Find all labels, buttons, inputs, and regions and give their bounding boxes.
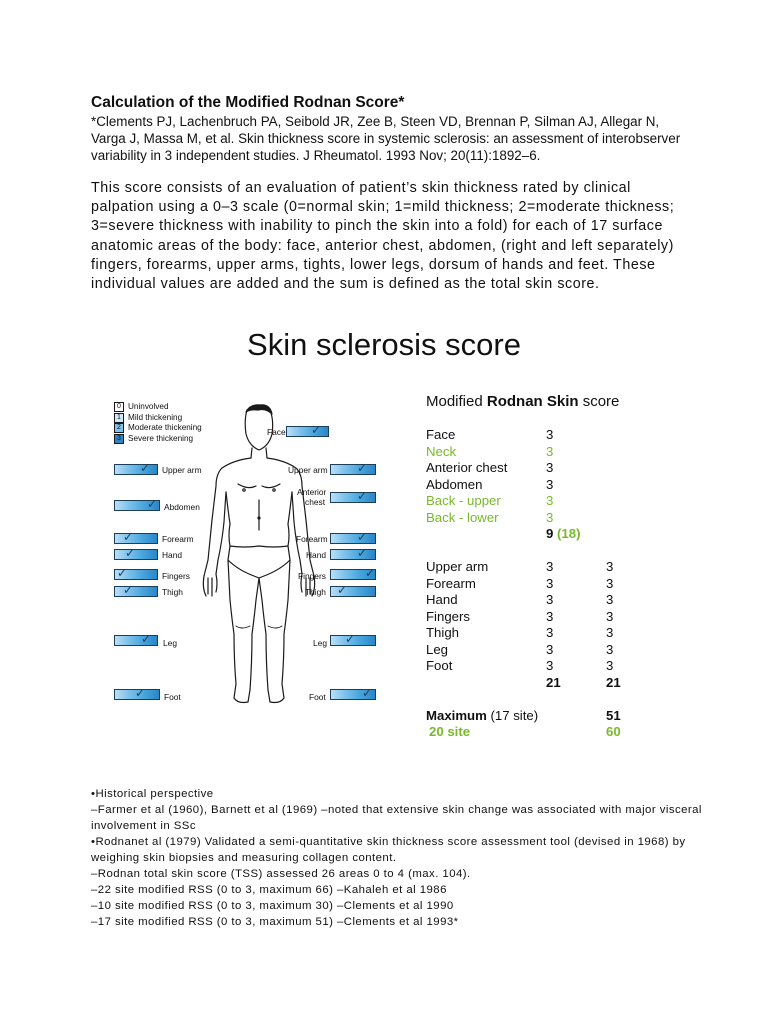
label-anterior: Anterior <box>297 487 327 497</box>
row-value-right: 3 <box>546 575 554 591</box>
row-label: Upper arm <box>426 559 489 574</box>
label-foot-right: Foot <box>164 692 181 702</box>
historical-notes <box>91 786 731 930</box>
label-upper-arm-right: Upper arm <box>162 465 202 475</box>
row-value-right: 3 <box>546 658 554 673</box>
table-row <box>426 559 614 574</box>
limb-total-right: 21 <box>546 675 561 690</box>
score-bar-anterior-chest[interactable] <box>330 489 376 503</box>
legend-item-1 <box>114 413 202 424</box>
label-thigh-left: Thigh <box>305 587 326 597</box>
score-bar-leg-left[interactable] <box>330 632 376 646</box>
label-hand-right: Hand <box>162 550 183 560</box>
note-line: •Historical perspective <box>91 788 214 800</box>
row-label: Abdomen <box>426 476 483 492</box>
label-hand-left: Hand <box>306 550 327 560</box>
table-row <box>426 443 554 459</box>
legend-swatch: 2 <box>114 423 124 433</box>
row-value-left: 3 <box>606 658 614 673</box>
row-label: Face <box>426 427 456 442</box>
label-face: Face <box>267 427 286 437</box>
table-row <box>426 460 554 475</box>
check-icon: ✓ <box>125 546 136 560</box>
row-value: 3 <box>546 443 554 459</box>
check-icon: ✓ <box>357 546 368 560</box>
max-value: 51 <box>606 708 621 723</box>
legend-label: Severe thickening <box>128 433 194 443</box>
score-bar-upper-arm-left[interactable] <box>330 461 376 475</box>
score-bar-face[interactable] <box>286 423 329 437</box>
severity-legend <box>114 402 202 444</box>
note-line: –17 site modified RSS (0 to 3, maximum 51) –Clements et al 1993* <box>91 916 459 928</box>
row-value-right: 3 <box>546 641 554 657</box>
note-line: –10 site modified RSS (0 to 3, maximum 30) –Clements et al 1990 <box>91 900 454 912</box>
label-leg-left: Leg <box>313 638 327 648</box>
score-bar-abdomen[interactable] <box>114 497 160 511</box>
legend-swatch: 3 <box>114 434 124 444</box>
row-label: Back - lower <box>426 509 499 525</box>
max-20site-row <box>426 724 621 739</box>
score-bar-hand-right[interactable] <box>114 546 158 560</box>
row-value-right: 3 <box>546 608 554 624</box>
row-value-right: 3 <box>546 559 554 574</box>
note-line: •Rodnanet al (1979) Validated a semi-quantitative skin thickness score assessment tool (devised in 1968) by weighing skin biopsies and measuring collagen content. <box>91 836 686 864</box>
row-value-left: 3 <box>606 592 614 607</box>
row-value: 3 <box>546 476 554 492</box>
label-forearm-right: Forearm <box>162 534 194 544</box>
human-body-illustration <box>194 400 327 710</box>
label-foot-left: Foot <box>309 692 326 702</box>
score-bar-foot-left[interactable] <box>330 686 376 700</box>
check-icon: ✓ <box>345 632 356 646</box>
max20-value: 60 <box>606 724 621 739</box>
row-value-right: 3 <box>546 592 554 607</box>
maximum-row <box>426 708 621 723</box>
check-icon: ✓ <box>365 566 376 580</box>
row-value-left: 3 <box>606 625 614 640</box>
row-label: Back - upper <box>426 493 501 508</box>
label-thigh-right: Thigh <box>162 587 183 597</box>
row-value-left: 3 <box>606 559 614 574</box>
max-label-bold: Maximum <box>426 708 487 723</box>
row-value: 3 <box>546 427 554 442</box>
table-row <box>426 493 554 508</box>
row-value-left: 3 <box>606 641 614 657</box>
row-value-left: 3 <box>606 608 614 624</box>
check-icon: ✓ <box>123 530 134 544</box>
row-label: Foot <box>426 658 453 673</box>
score-bar-forearm-left[interactable] <box>330 530 376 544</box>
check-icon: ✓ <box>117 566 128 580</box>
check-icon: ✓ <box>357 530 368 544</box>
legend-swatch: 1 <box>114 413 124 423</box>
figure-title: Skin sclerosis score <box>247 327 521 362</box>
table-row <box>426 608 614 624</box>
legend-item-0 <box>114 402 202 413</box>
legend-label: Mild thickening <box>128 412 183 422</box>
check-icon: ✓ <box>135 686 146 700</box>
note-line: –Farmer et al (1960), Barnett et al (1969) –noted that extensive skin change was associated with major visceral involvement in SSc <box>91 804 702 832</box>
trunk-total-value: 9 <box>546 526 554 541</box>
check-icon: ✓ <box>140 461 151 475</box>
score-bar-fingers-right[interactable] <box>114 566 158 580</box>
table-title <box>426 393 619 410</box>
legend-swatch: 0 <box>114 402 124 412</box>
score-bar-hand-left[interactable] <box>330 546 376 560</box>
trunk-total <box>546 526 580 541</box>
legend-item-2 <box>114 423 202 434</box>
table-row <box>426 625 614 640</box>
table-row <box>426 509 554 525</box>
label-abdomen: Abdomen <box>164 502 200 512</box>
score-bar-forearm-right[interactable] <box>114 530 158 544</box>
legend-label: Uninvolved <box>128 402 169 412</box>
label-chest: chest <box>305 497 326 507</box>
score-bar-thigh-right[interactable] <box>114 583 158 597</box>
score-bar-thigh-left[interactable] <box>330 583 376 597</box>
table-row <box>426 592 614 607</box>
label-upper-arm-left: Upper arm <box>288 465 328 475</box>
score-bar-fingers-left[interactable] <box>330 566 376 580</box>
row-value: 3 <box>546 493 554 508</box>
label-forearm-left: Forearm <box>296 534 328 544</box>
row-value: 3 <box>546 460 554 475</box>
table-title-post: score <box>578 393 620 410</box>
table-title-pre: Modified <box>426 393 487 410</box>
table-row <box>426 476 554 492</box>
check-icon: ✓ <box>362 686 373 700</box>
score-bar-upper-arm-right[interactable] <box>114 461 158 475</box>
row-value-right: 3 <box>546 625 554 640</box>
check-icon: ✓ <box>311 423 322 437</box>
legend-item-3 <box>114 434 202 445</box>
check-icon: ✓ <box>147 497 158 511</box>
label-fingers-right: Fingers <box>162 571 190 581</box>
label-leg-right: Leg <box>163 638 177 648</box>
row-label: Hand <box>426 592 458 607</box>
check-icon: ✓ <box>123 583 134 597</box>
legend-label: Moderate thickening <box>128 423 202 433</box>
check-icon: ✓ <box>141 632 152 646</box>
row-value: 3 <box>546 509 554 525</box>
table-title-bold: Rodnan Skin <box>486 393 579 410</box>
max20-label: 20 site <box>429 724 471 739</box>
document-title: Calculation of the Modified Rodnan Score* <box>91 94 405 111</box>
row-label: Neck <box>426 443 457 459</box>
limb-total-left: 21 <box>606 675 621 690</box>
row-label: Anterior chest <box>426 460 508 475</box>
table-row <box>426 658 614 673</box>
row-label: Fingers <box>426 608 470 624</box>
trunk-total-20site: (18) <box>557 526 581 541</box>
note-line: –22 site modified RSS (0 to 3, maximum 66) –Kahaleh et al 1986 <box>91 884 447 896</box>
check-icon: ✓ <box>337 583 348 597</box>
row-value-left: 3 <box>606 575 614 591</box>
row-label: Forearm <box>426 575 476 591</box>
table-row <box>426 641 614 657</box>
max-label-rest: (17 site) <box>486 708 539 723</box>
score-bar-leg-right[interactable] <box>114 632 158 646</box>
check-icon: ✓ <box>357 489 368 503</box>
label-fingers-left: Fingers <box>298 571 326 581</box>
table-row <box>426 427 554 442</box>
check-icon: ✓ <box>357 461 368 475</box>
note-line: –Rodnan total skin score (TSS) assessed 26 areas 0 to 4 (max. 104). <box>91 868 471 880</box>
row-label: Thigh <box>426 625 459 640</box>
citation: *Clements PJ, Lachenbruch PA, Seibold JR, Zee B, Steen VD, Brennan P, Silman AJ, Allegar N, Varga J, Massa M, et al. Skin thickness score in systemic sclerosis: an assessment of interobserver variability in 3 independent studies. J Rheumatol. 1993 Nov; 20(11):1892–6. <box>91 114 681 163</box>
table-row <box>426 575 614 591</box>
row-label: Leg <box>426 641 449 657</box>
intro-paragraph: This score consists of an evaluation of patient’s skin thickness rated by clinical palpation using a 0–3 scale (0=normal skin; 1=mild thickness; 2=moderate thickness; 3=severe thickness with inability to pinch the skin into a fold) for each of 17 surface anatomic areas of the body: face, anterior chest, abdomen, (right and left separately) fingers, forearms, upper arms, tights, lower legs, dorsum of hands and feet. These individual values are added and the sum is defined as the total skin score. <box>91 180 675 293</box>
score-bar-foot-right[interactable] <box>114 686 160 700</box>
